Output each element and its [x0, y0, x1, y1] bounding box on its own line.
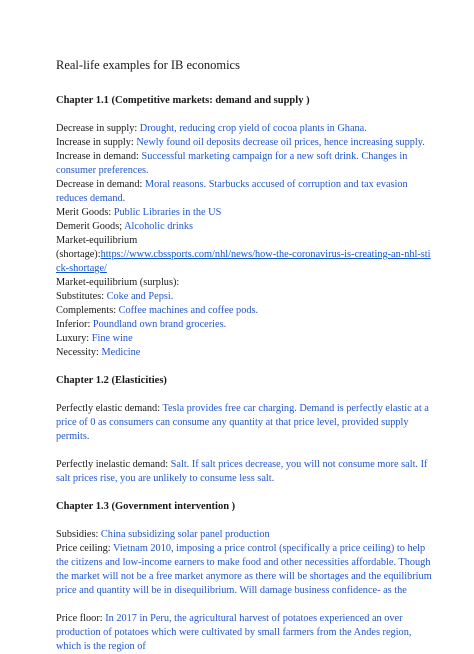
list-item: Luxury: Fine wine — [56, 333, 133, 344]
list-item: Decrease in demand: Moral reasons. Starbucks accused of corruption and tax evasion reduces demand. — [56, 179, 408, 204]
chapter-1-1-list — [56, 122, 434, 360]
list-item: Increase in supply: Newly found oil deposits decrease oil prices, hence increasing supply. — [56, 137, 425, 148]
inelastic-demand-item: Perfectly inelastic demand: Salt. If salt prices decrease, you will not consume more salt. If salt prices rise, you are unlikely to consume less salt. — [56, 459, 428, 484]
chapter-1-2-heading: Chapter 1.2 (Elasticities) — [56, 375, 167, 386]
elastic-demand-item: Perfectly elastic demand: Tesla provides free car charging. Demand is perfectly elastic at a price of 0 as consumers can consume any quantity at that price level, provided supply permits. — [56, 403, 429, 442]
list-item: Inferior: Poundland own brand groceries. — [56, 319, 227, 330]
list-item: Necessity: Medicine — [56, 347, 141, 358]
price-floor-item: Price floor: In 2017 in Peru, the agricultural harvest of potatoes experienced an over production of potatoes which were cultivated by small farmers from the Andes region, which is the region of — [56, 613, 412, 652]
surplus-label: Market-equilibrium (surplus): — [56, 277, 180, 288]
subsidies-item: Subsidies: China subsidizing solar panel production — [56, 529, 270, 540]
list-item: Increase in demand: Successful marketing campaign for a new soft drink. Changes in consumer preferences. — [56, 151, 408, 176]
shortage-item: (shortage):https://www.cbssports.com/nhl/news/how-the-coronavirus-is-creating-an-nhl-stick-shortage/ — [56, 249, 431, 274]
chapter-1-3-heading: Chapter 1.3 (Government intervention ) — [56, 501, 236, 512]
list-item: Demerit Goods; Alcoholic drinks — [56, 221, 193, 232]
list-item: Complements: Coffee machines and coffee pods. — [56, 305, 259, 316]
list-item: Decrease in supply: Drought, reducing crop yield of cocoa plants in Ghana. — [56, 123, 367, 134]
shortage-link[interactable]: https://www.cbssports.com/nhl/news/how-the-coronavirus-is-creating-an-nhl-stick-shortage/ — [56, 249, 431, 274]
list-item: Substitutes: Coke and Pepsi. — [56, 291, 174, 302]
list-item: Merit Goods: Public Libraries in the US — [56, 207, 222, 218]
chapter-1-1-heading: Chapter 1.1 (Competitive markets: demand and supply ) — [56, 95, 310, 106]
price-ceiling-item: Price ceiling: Vietnam 2010, imposing a price control (specifically a price ceiling) to help the citizens and low-income earners to make food and other necessities affordable. Though the market will not be a free market anymore as there will be shortages and the equilibrium price and quantity will be in disequilibrium. Will damage business confidence- as the — [56, 543, 432, 596]
document-title: Real-life examples for IB economics — [56, 58, 240, 72]
equilibrium-label: Market-equilibrium — [56, 235, 138, 246]
